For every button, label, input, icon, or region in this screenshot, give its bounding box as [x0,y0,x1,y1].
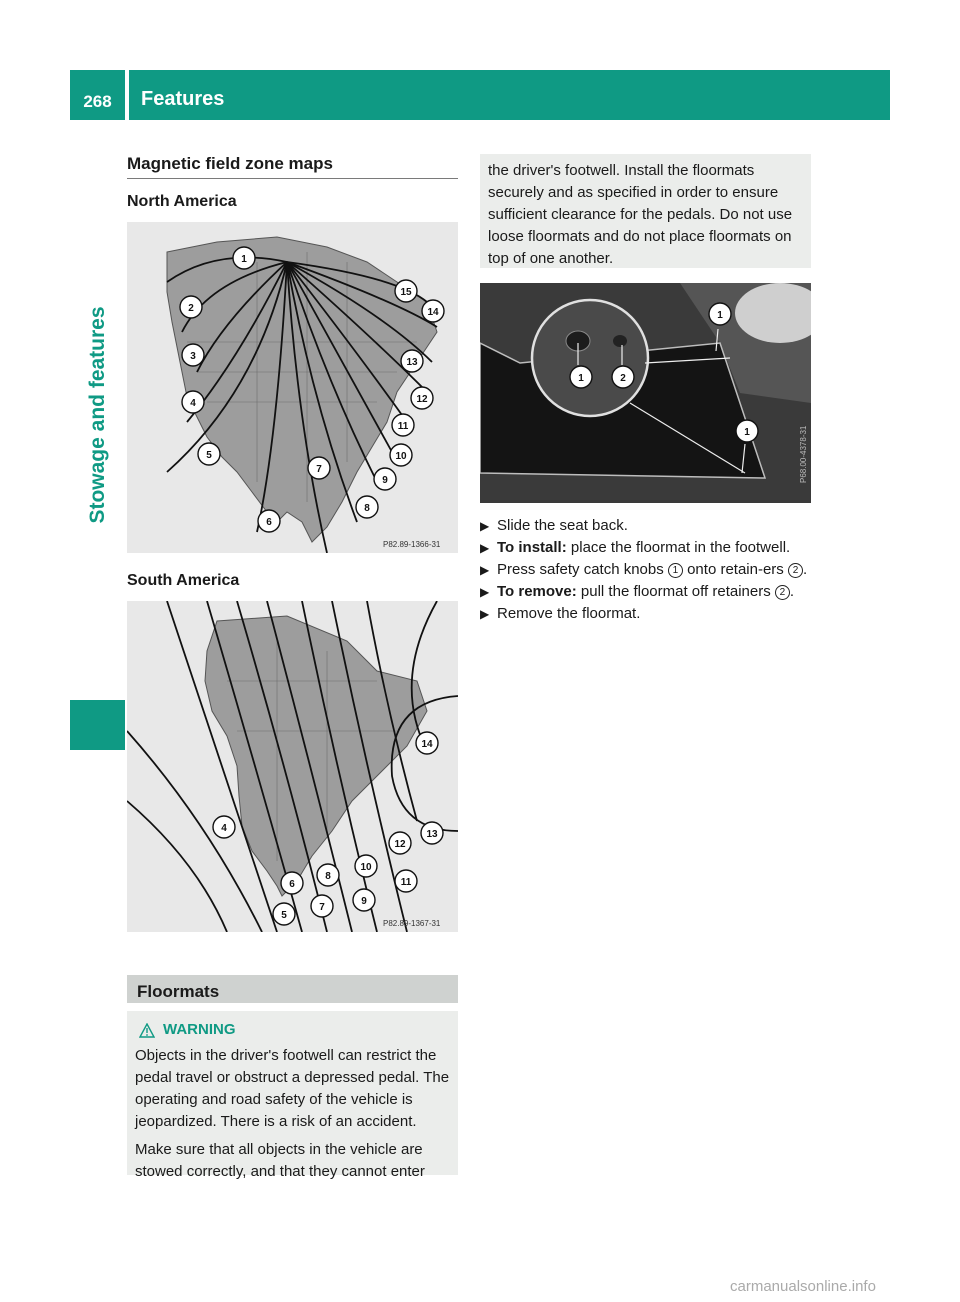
warning-continued-box [480,154,811,268]
warning-paragraph: Objects in the driver's footwell can restrict the pedal travel or obstruct a depressed pedal. The operating and road safety of the vehicle is jeopardized. There is a risk of an accident. [135,1047,450,1130]
arrow-right-icon: ▶ [480,607,490,621]
south-america-title: South America [127,572,240,589]
arrow-right-icon: ▶ [480,519,490,533]
warning-continued-text: the driver's footwell. Install the floormats securely and as specified in order to ensure sufficient clearance for the pedals. Do not use loose floormats and do not place floormats on top of one another. [488,162,793,267]
callout-number: 1 [668,563,683,578]
arrow-right-icon: ▶ [480,541,490,555]
floormat-photo-svg [480,283,811,503]
step-text: Press safety catch knobs [497,561,668,578]
zone-label: 7 [316,464,322,475]
step-item [480,603,815,625]
zone-label: 9 [382,475,388,486]
zone-label: 4 [221,823,227,834]
callout-label: 1 [717,310,723,321]
instruction-steps [480,515,815,625]
south-america-map-svg [127,601,458,932]
zone-label: 2 [188,303,194,314]
south-america-map [127,601,458,932]
zone-label: 11 [397,421,409,432]
step-item [480,537,815,559]
warning-label: WARNING [163,1021,236,1038]
callout-label: 2 [620,373,626,384]
side-tab-marker [70,700,125,750]
arrow-right-icon: ▶ [480,585,490,599]
zone-label: 9 [361,896,367,907]
zone-label: 8 [364,503,370,514]
zone-label: 10 [360,862,372,873]
step-bold: To remove: [497,583,577,600]
floormat-photo [480,283,811,503]
zone-label: 11 [400,877,412,888]
side-tab-label: Stowage and features [85,306,109,524]
step-item [480,559,815,581]
warning-paragraph: Make sure that all objects in the vehicle are stowed correctly, and that they cannot enter [135,1141,425,1180]
zone-label: 12 [416,394,428,405]
warning-title [135,1019,450,1041]
zone-label: 12 [394,839,406,850]
page-header-title: Features [129,70,890,120]
north-america-map-svg [127,222,458,553]
zone-label: 4 [190,398,196,409]
north-america-map [127,222,458,553]
callout-label: 1 [578,373,584,384]
step-text: Slide the seat back. [497,517,628,534]
step-text: onto retain-ers [682,561,788,578]
zone-label: 6 [289,879,295,890]
zone-label: 6 [266,517,272,528]
section-title-magnetic: Magnetic field zone maps [127,154,333,173]
north-america-title: North America [127,193,237,210]
zone-label: 5 [206,450,212,461]
zone-label: 8 [325,871,331,882]
arrow-right-icon: ▶ [480,563,490,577]
zone-label: 5 [281,910,287,921]
step-text: place the floormat in the footwell. [566,539,791,556]
callout-number: 2 [775,585,790,600]
zone-label: 3 [190,351,196,362]
zone-label: 10 [395,451,407,462]
step-text: pull the floormat off retainers [576,583,775,600]
step-text: . [802,561,808,578]
zone-label: 13 [406,357,418,368]
side-tab [70,120,125,710]
floormats-heading: Floormats [127,975,458,1003]
zone-label: 14 [421,739,433,750]
figure-id: P68.00-4378-31 [799,425,808,483]
zone-label: 7 [319,902,325,913]
step-text: . [789,583,795,600]
zone-label: 15 [400,287,412,298]
step-item [480,515,815,537]
step-text: Remove the floormat. [497,605,641,622]
warning-box [127,1011,458,1180]
figure-id: P82.89-1367-31 [383,919,441,928]
figure-id: P82.89-1366-31 [383,540,441,549]
callout-number: 2 [788,563,803,578]
step-bold: To install: [497,539,567,556]
callout-label: 1 [744,427,750,438]
page-number: 268 [70,70,125,120]
warning-triangle-icon [139,1023,155,1038]
section-rule [127,178,458,179]
footer-watermark: carmanualsonline.info [730,1278,876,1295]
zone-label: 1 [241,254,247,265]
step-item [480,581,815,603]
zone-label: 14 [427,307,439,318]
zone-label: 13 [426,829,438,840]
